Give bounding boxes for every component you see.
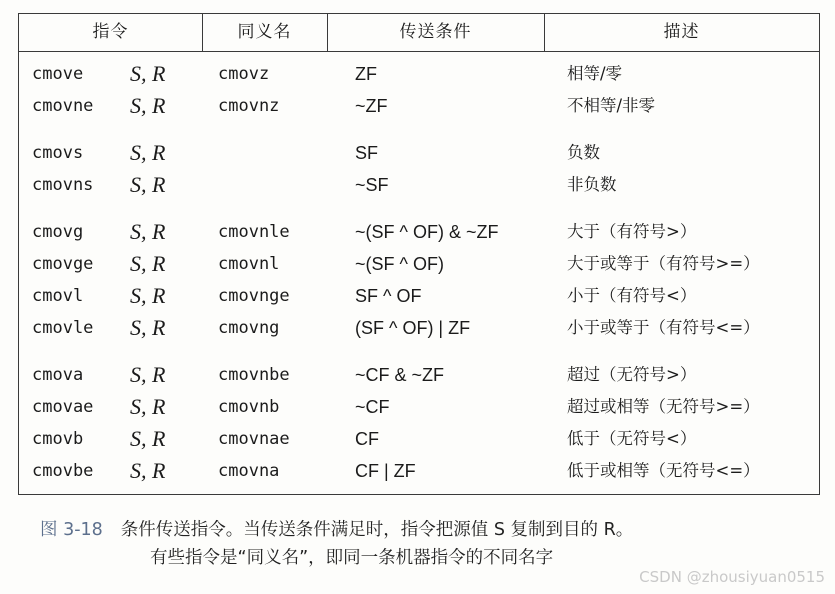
table-row xyxy=(19,249,819,279)
table-row xyxy=(19,170,819,200)
table-row xyxy=(19,456,819,486)
operands-cell: S, R xyxy=(130,394,166,419)
synonym-cell: cmovna xyxy=(218,461,280,481)
instruction-cell: cmovb xyxy=(32,429,84,449)
instruction-cell: cmovge xyxy=(32,254,94,274)
table-header xyxy=(19,14,819,52)
operands-cell: S, R xyxy=(130,61,166,86)
description-cell: 小于（有符号<） xyxy=(567,286,697,305)
condition-cell: ~CF & ~ZF xyxy=(355,365,445,385)
table-row xyxy=(19,313,819,343)
instruction-cell: cmovg xyxy=(32,222,84,242)
table-row xyxy=(19,424,819,454)
instruction-cell: cmova xyxy=(32,365,84,385)
condition-cell: (SF ^ OF) | ZF xyxy=(355,318,471,338)
description-cell: 低于或相等（无符号<=） xyxy=(567,461,760,480)
synonym-cell: cmovnae xyxy=(218,429,290,449)
condition-cell: ~(SF ^ OF) xyxy=(355,254,444,274)
condition-cell: ZF xyxy=(355,64,377,84)
instruction-table xyxy=(18,13,820,495)
condition-cell: SF ^ OF xyxy=(355,286,422,306)
figure-caption xyxy=(40,516,830,568)
condition-cell: ~(SF ^ OF) & ~ZF xyxy=(355,222,499,242)
condition-cell: ~SF xyxy=(355,175,389,195)
table-row xyxy=(19,59,819,89)
condition-cell: CF xyxy=(355,429,379,449)
table-row xyxy=(19,91,819,121)
operands-cell: S, R xyxy=(130,426,166,451)
caption-line-1: 条件传送指令。当传送条件满足时，指令把源值 S 复制到目的 R。 xyxy=(120,520,634,540)
description-cell: 超过（无符号>） xyxy=(567,365,697,384)
description-cell: 相等/零 xyxy=(567,64,623,83)
synonym-cell: cmovnz xyxy=(218,96,280,116)
table-row xyxy=(19,138,819,168)
description-cell: 小于或等于（有符号<=） xyxy=(567,318,760,337)
figure-number: 图 3-18 xyxy=(40,520,103,540)
header-condition: 传送条件 xyxy=(399,22,472,42)
caption-line-2: 有些指令是“同义名”，即同一条机器指令的不同名字 xyxy=(150,548,554,568)
description-cell: 低于（无符号<） xyxy=(567,429,697,448)
condition-cell: ~ZF xyxy=(355,96,388,116)
instruction-cell: cmovl xyxy=(32,286,84,306)
operands-cell: S, R xyxy=(130,93,166,118)
operands-cell: S, R xyxy=(130,251,166,276)
table-row xyxy=(19,281,819,311)
instruction-cell: cmovbe xyxy=(32,461,94,481)
table-row xyxy=(19,217,819,247)
condition-cell: CF | ZF xyxy=(355,461,416,481)
description-cell: 超过或相等（无符号>=） xyxy=(567,397,760,416)
synonym-cell: cmovng xyxy=(218,318,280,338)
instruction-cell: cmovae xyxy=(32,397,94,417)
table-row xyxy=(19,360,819,390)
instruction-cell: cmove xyxy=(32,64,84,84)
description-cell: 非负数 xyxy=(567,175,617,194)
header-instruction: 指令 xyxy=(92,22,129,42)
header-description: 描述 xyxy=(663,22,700,42)
description-cell: 大于或等于（有符号>=） xyxy=(567,254,760,273)
instruction-cell: cmovns xyxy=(32,175,94,195)
header-synonym: 同义名 xyxy=(237,22,292,42)
watermark: CSDN @zhousiyuan0515 xyxy=(639,568,825,586)
operands-cell: S, R xyxy=(130,458,166,483)
instruction-cell: cmovs xyxy=(32,143,84,163)
operands-cell: S, R xyxy=(130,362,166,387)
operands-cell: S, R xyxy=(130,172,166,197)
synonym-cell: cmovnl xyxy=(218,254,280,274)
synonym-cell: cmovnb xyxy=(218,397,280,417)
description-cell: 大于（有符号>） xyxy=(567,222,697,241)
instruction-cell: cmovle xyxy=(32,318,94,338)
operands-cell: S, R xyxy=(130,140,166,165)
description-cell: 不相等/非零 xyxy=(567,96,656,115)
condition-cell: ~CF xyxy=(355,397,390,417)
table-row xyxy=(19,392,819,422)
synonym-cell: cmovnle xyxy=(218,222,290,242)
operands-cell: S, R xyxy=(130,219,166,244)
description-cell: 负数 xyxy=(567,143,600,162)
operands-cell: S, R xyxy=(130,315,166,340)
synonym-cell: cmovz xyxy=(218,64,270,84)
synonym-cell: cmovnge xyxy=(218,286,290,306)
instruction-cell: cmovne xyxy=(32,96,94,116)
condition-cell: SF xyxy=(355,143,379,163)
operands-cell: S, R xyxy=(130,283,166,308)
synonym-cell: cmovnbe xyxy=(218,365,290,385)
